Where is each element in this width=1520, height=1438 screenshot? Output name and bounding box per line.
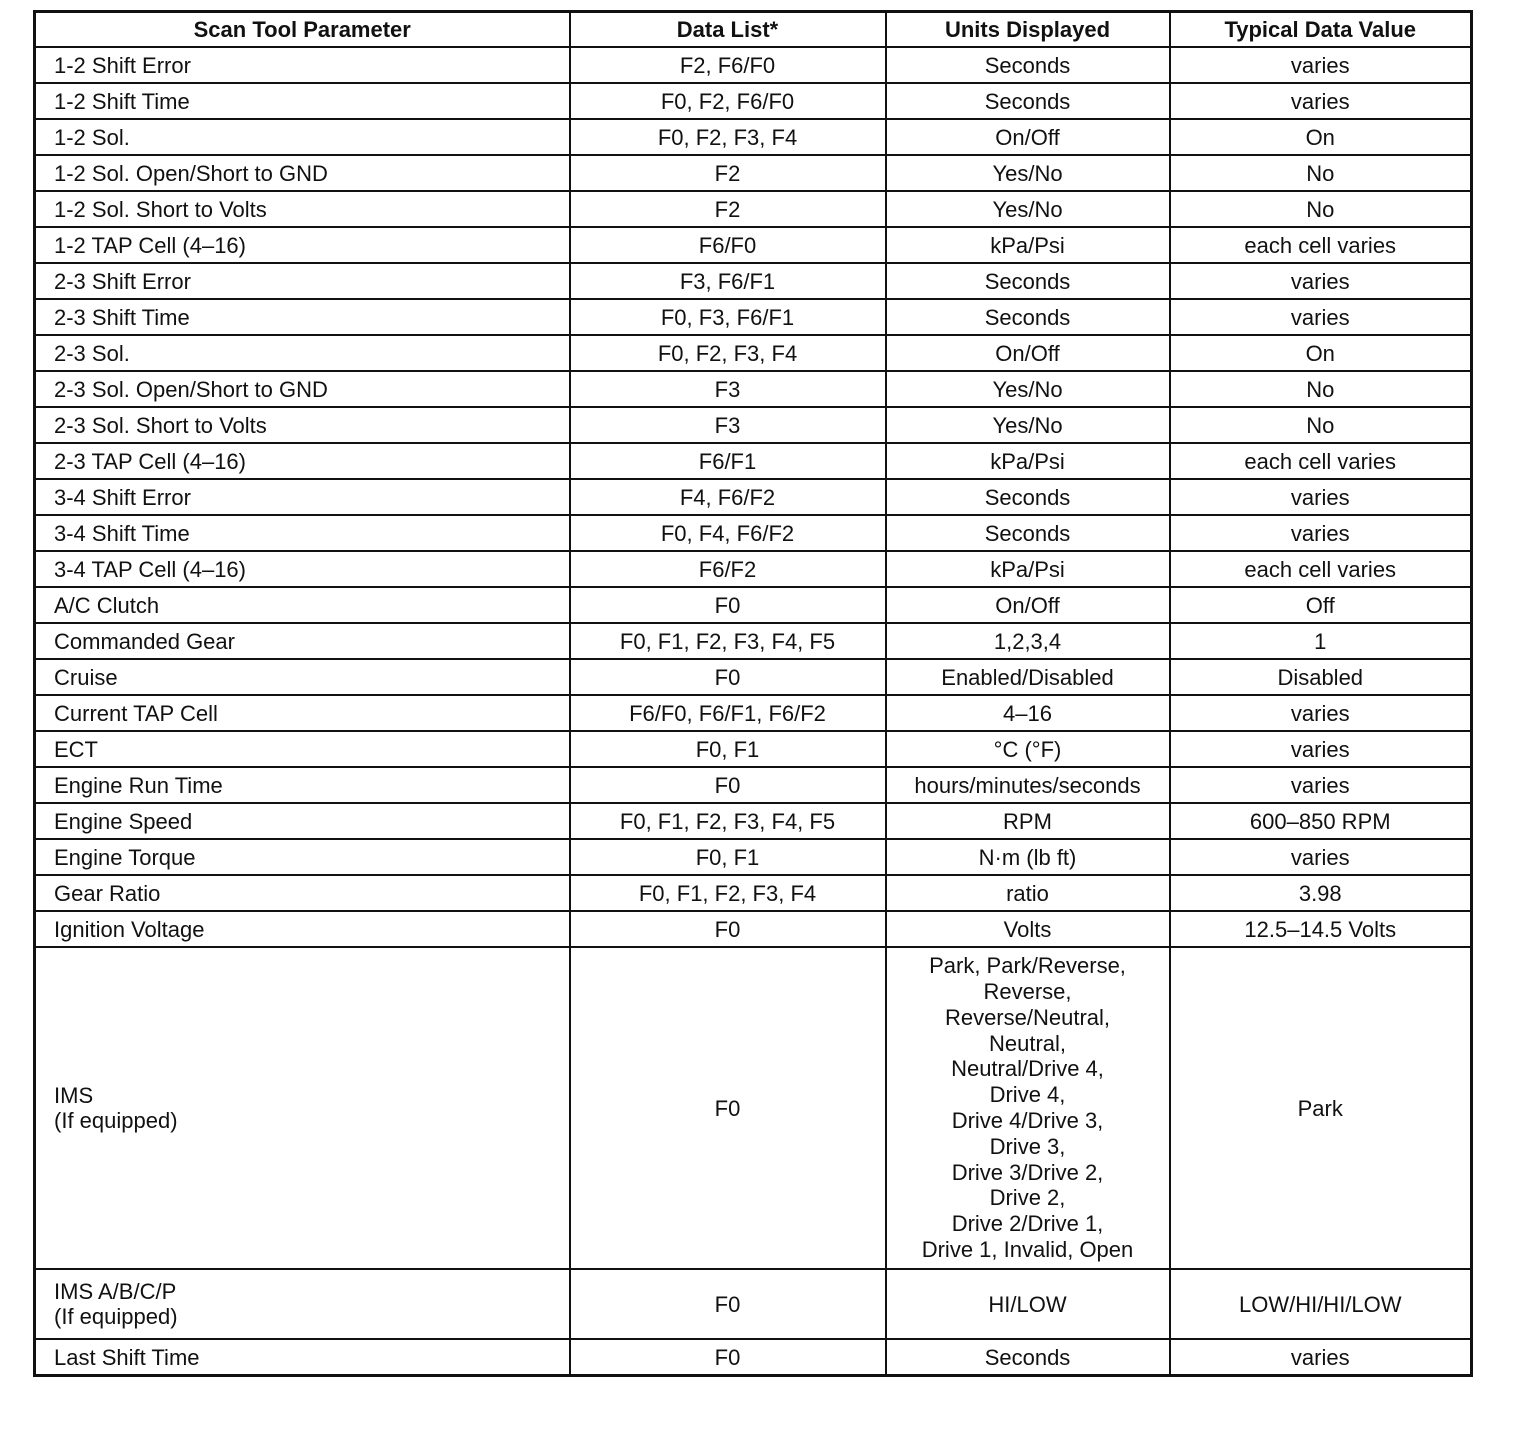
units-cell-line: hours/minutes/seconds <box>914 772 1141 798</box>
typical-value-cell-line: varies <box>1290 736 1350 762</box>
table-body <box>35 47 1472 1376</box>
table-row <box>35 1269 1472 1339</box>
parameter-cell-line: (If equipped) <box>54 1304 178 1329</box>
typical-value-cell-line: varies <box>1290 304 1350 330</box>
parameter-cell <box>35 479 570 515</box>
units-cell <box>886 839 1170 875</box>
table-row <box>35 47 1472 83</box>
units-cell-line: Drive 4, <box>989 1082 1066 1108</box>
table-header-row <box>35 12 1472 48</box>
parameter-cell-line: Commanded Gear <box>54 628 235 654</box>
data-list-cell-line: F0 <box>714 916 741 942</box>
typical-value-cell <box>1170 119 1472 155</box>
units-cell-line: N·m (lb ft) <box>978 844 1077 870</box>
header-scan-tool-parameter: Scan Tool Parameter <box>35 12 570 48</box>
data-list-cell-line: F6/F0 <box>698 232 757 258</box>
units-cell-line: Neutral/Drive 4, <box>951 1056 1104 1082</box>
scan-tool-parameter-table <box>33 10 1473 1377</box>
parameter-cell-line: 2-3 TAP Cell (4–16) <box>54 448 246 474</box>
table-row <box>35 299 1472 335</box>
typical-value-cell <box>1170 515 1472 551</box>
table-row <box>35 731 1472 767</box>
units-cell-line: Enabled/Disabled <box>941 664 1114 690</box>
typical-value-cell <box>1170 407 1472 443</box>
typical-value-cell-line: On <box>1305 340 1335 366</box>
typical-value-cell-line: each cell varies <box>1244 232 1397 258</box>
parameter-cell-line: Gear Ratio <box>54 880 161 906</box>
typical-value-cell <box>1170 731 1472 767</box>
units-cell-line: Yes/No <box>992 376 1063 402</box>
typical-value-cell <box>1170 875 1472 911</box>
data-list-cell-line: F0, F4, F6/F2 <box>660 520 795 546</box>
typical-value-cell <box>1170 335 1472 371</box>
table-row <box>35 407 1472 443</box>
units-cell <box>886 407 1170 443</box>
parameter-cell-line: 2-3 Shift Error <box>54 268 191 294</box>
parameter-cell-line: Last Shift Time <box>54 1344 200 1370</box>
typical-value-cell-line: Park <box>1297 1095 1343 1121</box>
parameter-cell <box>35 947 570 1269</box>
data-list-cell <box>570 407 886 443</box>
units-cell-line: Seconds <box>984 268 1071 294</box>
units-cell-line: Drive 2, <box>989 1185 1066 1211</box>
typical-value-cell <box>1170 443 1472 479</box>
typical-value-cell <box>1170 767 1472 803</box>
header-units-displayed: Units Displayed <box>886 12 1170 48</box>
typical-value-cell-line: No <box>1306 196 1335 222</box>
typical-value-cell <box>1170 1269 1472 1339</box>
parameter-cell <box>35 551 570 587</box>
parameter-cell <box>35 299 570 335</box>
data-list-cell <box>570 119 886 155</box>
table-row <box>35 911 1472 947</box>
data-list-cell <box>570 515 886 551</box>
typical-value-cell-line: No <box>1306 376 1335 402</box>
data-list-cell <box>570 587 886 623</box>
typical-value-cell <box>1170 623 1472 659</box>
units-cell-line: Yes/No <box>992 196 1063 222</box>
units-cell-line: RPM <box>1003 808 1052 834</box>
data-list-cell-line: F0, F2, F3, F4 <box>657 124 798 150</box>
data-list-cell-line: F0 <box>714 772 741 798</box>
parameter-cell <box>35 875 570 911</box>
typical-value-cell <box>1170 479 1472 515</box>
typical-value-cell-line: Off <box>1305 592 1335 618</box>
units-cell <box>886 695 1170 731</box>
units-cell-line: kPa/Psi <box>990 556 1065 582</box>
typical-value-cell <box>1170 155 1472 191</box>
units-cell <box>886 767 1170 803</box>
typical-value-cell-line: No <box>1306 160 1335 186</box>
parameter-cell <box>35 659 570 695</box>
typical-value-cell-line: varies <box>1290 1344 1350 1370</box>
typical-value-cell-line: varies <box>1290 88 1350 114</box>
data-list-cell-line: F2 <box>714 160 741 186</box>
units-cell-line: Drive 1, Invalid, Open <box>921 1236 1134 1262</box>
parameter-cell-line: 3-4 Shift Time <box>54 520 190 546</box>
table-row <box>35 695 1472 731</box>
units-cell-line: Volts <box>1003 916 1052 942</box>
parameter-cell-line: Current TAP Cell <box>54 700 218 726</box>
units-cell <box>886 551 1170 587</box>
data-list-cell <box>570 443 886 479</box>
parameter-cell-line: 1-2 Shift Time <box>54 88 190 114</box>
parameter-cell-line: 1-2 Shift Error <box>54 52 191 78</box>
data-list-cell-line: F0, F1 <box>695 844 760 870</box>
parameter-cell <box>35 731 570 767</box>
data-list-cell <box>570 227 886 263</box>
typical-value-cell <box>1170 1339 1472 1376</box>
parameter-cell <box>35 587 570 623</box>
units-cell <box>886 335 1170 371</box>
typical-value-cell <box>1170 227 1472 263</box>
parameter-cell <box>35 47 570 83</box>
typical-value-cell-line: 3.98 <box>1298 880 1342 906</box>
typical-value-cell-line: No <box>1306 412 1335 438</box>
parameter-cell-line: ECT <box>54 736 98 762</box>
data-list-cell <box>570 83 886 119</box>
data-list-cell-line: F0, F1 <box>695 736 760 762</box>
parameter-cell-line: 2-3 Sol. Open/Short to GND <box>54 376 328 402</box>
typical-value-cell-line: varies <box>1290 772 1350 798</box>
parameter-cell <box>35 155 570 191</box>
typical-value-cell <box>1170 947 1472 1269</box>
parameter-cell <box>35 803 570 839</box>
units-cell <box>886 659 1170 695</box>
data-list-cell <box>570 767 886 803</box>
units-cell <box>886 155 1170 191</box>
typical-value-cell <box>1170 587 1472 623</box>
units-cell-line: Seconds <box>984 484 1071 510</box>
units-cell <box>886 731 1170 767</box>
data-list-cell-line: F6/F2 <box>698 556 757 582</box>
data-list-cell <box>570 803 886 839</box>
data-list-cell <box>570 623 886 659</box>
units-cell-line: Drive 4/Drive 3, <box>951 1108 1104 1133</box>
parameter-cell <box>35 767 570 803</box>
data-list-cell <box>570 731 886 767</box>
typical-value-cell-line: Disabled <box>1277 664 1364 690</box>
typical-value-cell-line: varies <box>1290 484 1350 510</box>
data-list-cell <box>570 1339 886 1376</box>
table-row <box>35 875 1472 911</box>
typical-value-cell <box>1170 83 1472 119</box>
typical-value-cell <box>1170 191 1472 227</box>
units-cell-line: Yes/No <box>992 412 1063 438</box>
data-list-cell-line: F0, F2, F3, F4 <box>657 340 798 366</box>
typical-value-cell <box>1170 371 1472 407</box>
parameter-cell <box>35 191 570 227</box>
units-cell-line: Park, Park/Reverse, <box>929 953 1126 979</box>
units-cell <box>886 1339 1170 1376</box>
data-list-cell-line: F0, F1, F2, F3, F4 <box>638 880 817 906</box>
typical-value-cell <box>1170 911 1472 947</box>
table-row <box>35 803 1472 839</box>
units-cell-line: Seconds <box>984 520 1071 546</box>
data-list-cell <box>570 839 886 875</box>
units-cell-line: Drive 3, <box>989 1133 1066 1159</box>
table-row <box>35 515 1472 551</box>
data-list-cell <box>570 695 886 731</box>
units-cell-line: Seconds <box>984 304 1071 330</box>
parameter-cell-line: (If equipped) <box>54 1108 178 1133</box>
header-data-list: Data List* <box>570 12 886 48</box>
data-list-cell-line: F4, F6/F2 <box>679 484 776 510</box>
units-cell-line: Reverse/Neutral, <box>944 1004 1111 1030</box>
table-row <box>35 839 1472 875</box>
units-cell-line: Yes/No <box>992 160 1063 186</box>
typical-value-cell-line: varies <box>1290 700 1350 726</box>
typical-value-cell-line: On <box>1305 124 1335 150</box>
parameter-cell-line: 3-4 Shift Error <box>54 484 191 510</box>
typical-value-cell-line: 600–850 RPM <box>1249 808 1391 834</box>
units-cell <box>886 119 1170 155</box>
parameter-cell-line: 3-4 TAP Cell (4–16) <box>54 556 246 582</box>
table-row <box>35 767 1472 803</box>
parameter-cell <box>35 1339 570 1376</box>
typical-value-cell-line: LOW/HI/HI/LOW <box>1238 1291 1402 1317</box>
parameter-cell-line: 2-3 Shift Time <box>54 304 190 330</box>
data-list-cell <box>570 191 886 227</box>
parameter-cell <box>35 623 570 659</box>
units-cell <box>886 875 1170 911</box>
typical-value-cell <box>1170 47 1472 83</box>
units-cell <box>886 515 1170 551</box>
units-cell-line: 1,2,3,4 <box>993 628 1062 654</box>
parameter-cell-line: 1-2 Sol. <box>54 124 130 150</box>
parameter-cell <box>35 515 570 551</box>
parameter-cell <box>35 83 570 119</box>
units-cell <box>886 443 1170 479</box>
units-cell-line: ratio <box>1006 880 1049 906</box>
parameter-cell-line: Engine Torque <box>54 844 196 870</box>
data-list-cell-line: F0, F3, F6/F1 <box>660 304 795 330</box>
data-list-cell <box>570 911 886 947</box>
data-list-cell-line: F0 <box>714 1344 741 1370</box>
data-list-cell-line: F6/F0, F6/F1, F6/F2 <box>629 700 826 726</box>
table-row <box>35 1339 1472 1376</box>
data-list-cell <box>570 551 886 587</box>
table-row <box>35 371 1472 407</box>
table-row <box>35 335 1472 371</box>
typical-value-cell <box>1170 695 1472 731</box>
typical-value-cell-line: 1 <box>1314 628 1327 654</box>
data-list-cell-line: F3, F6/F1 <box>679 268 776 294</box>
parameter-cell <box>35 839 570 875</box>
units-cell <box>886 191 1170 227</box>
units-cell-line: 4–16 <box>1003 700 1052 726</box>
table-row <box>35 119 1472 155</box>
units-cell-line: Seconds <box>984 1344 1071 1370</box>
units-cell <box>886 1269 1170 1339</box>
parameter-cell-line: IMS A/B/C/P <box>54 1279 177 1304</box>
data-list-cell-line: F2, F6/F0 <box>679 52 776 78</box>
typical-value-cell-line: 12.5–14.5 Volts <box>1244 916 1397 942</box>
data-list-cell <box>570 659 886 695</box>
units-cell <box>886 911 1170 947</box>
units-cell-line: kPa/Psi <box>990 232 1065 258</box>
units-cell <box>886 47 1170 83</box>
typical-value-cell-line: each cell varies <box>1244 448 1397 474</box>
data-list-cell <box>570 155 886 191</box>
units-cell <box>886 587 1170 623</box>
data-list-cell-line: F3 <box>714 376 741 402</box>
parameter-cell-line: Cruise <box>54 664 118 690</box>
data-list-cell <box>570 371 886 407</box>
table-row <box>35 83 1472 119</box>
parameter-cell-line: 1-2 Sol. Open/Short to GND <box>54 160 328 186</box>
data-list-cell-line: F6/F1 <box>698 448 757 474</box>
parameter-cell <box>35 227 570 263</box>
units-cell <box>886 371 1170 407</box>
data-list-cell-line: F3 <box>714 412 741 438</box>
typical-value-cell <box>1170 551 1472 587</box>
table-row <box>35 947 1472 1269</box>
table-row <box>35 659 1472 695</box>
parameter-cell-line: Ignition Voltage <box>54 916 205 942</box>
parameter-cell-line: A/C Clutch <box>54 592 160 618</box>
units-cell <box>886 299 1170 335</box>
typical-value-cell-line: varies <box>1290 52 1350 78</box>
data-list-cell <box>570 263 886 299</box>
header-typical-data-value: Typical Data Value <box>1170 12 1472 48</box>
units-cell-line: °C (°F) <box>993 736 1062 762</box>
typical-value-cell <box>1170 263 1472 299</box>
data-list-cell-line: F0, F2, F6/F0 <box>660 88 795 114</box>
parameter-cell-line: 2-3 Sol. Short to Volts <box>54 412 267 438</box>
parameter-cell <box>35 443 570 479</box>
parameter-cell <box>35 407 570 443</box>
units-cell-line: Seconds <box>984 52 1071 78</box>
table-row <box>35 191 1472 227</box>
data-list-cell <box>570 479 886 515</box>
parameter-cell <box>35 695 570 731</box>
table-row <box>35 263 1472 299</box>
table-row <box>35 155 1472 191</box>
units-cell-line: Seconds <box>984 88 1071 114</box>
data-list-cell <box>570 947 886 1269</box>
units-cell <box>886 83 1170 119</box>
table-row <box>35 227 1472 263</box>
units-cell-line: Reverse, <box>983 979 1072 1005</box>
typical-value-cell <box>1170 659 1472 695</box>
parameter-cell-line: 1-2 TAP Cell (4–16) <box>54 232 246 258</box>
table-row <box>35 587 1472 623</box>
parameter-cell-line: 1-2 Sol. Short to Volts <box>54 196 267 222</box>
data-list-cell <box>570 1269 886 1339</box>
data-list-cell-line: F0 <box>714 664 741 690</box>
typical-value-cell <box>1170 839 1472 875</box>
units-cell-line: On/Off <box>995 124 1060 150</box>
units-cell-line: On/Off <box>995 592 1060 618</box>
units-cell-line: kPa/Psi <box>990 448 1065 474</box>
parameter-cell <box>35 263 570 299</box>
table-row <box>35 551 1472 587</box>
data-list-cell <box>570 875 886 911</box>
data-list-cell-line: F0 <box>714 1095 741 1121</box>
data-list-cell-line: F0, F1, F2, F3, F4, F5 <box>619 628 836 654</box>
data-list-cell <box>570 47 886 83</box>
parameter-cell <box>35 911 570 947</box>
units-cell <box>886 623 1170 659</box>
units-cell <box>886 479 1170 515</box>
data-list-cell <box>570 335 886 371</box>
typical-value-cell-line: each cell varies <box>1244 556 1397 582</box>
units-cell <box>886 227 1170 263</box>
table-row <box>35 623 1472 659</box>
parameter-cell-line: Engine Run Time <box>54 772 223 798</box>
data-list-cell-line: F0 <box>714 1291 741 1317</box>
parameter-cell <box>35 1269 570 1339</box>
typical-value-cell <box>1170 299 1472 335</box>
parameter-cell-line: 2-3 Sol. <box>54 340 130 366</box>
data-list-cell <box>570 299 886 335</box>
units-cell <box>886 947 1170 1269</box>
table-row <box>35 479 1472 515</box>
parameter-cell <box>35 371 570 407</box>
data-list-cell-line: F0, F1, F2, F3, F4, F5 <box>619 808 836 834</box>
units-cell-line: Neutral, <box>988 1030 1067 1056</box>
parameter-cell-line: IMS <box>54 1083 94 1108</box>
units-cell-line: Drive 3/Drive 2, <box>951 1159 1104 1185</box>
parameter-cell-line: Engine Speed <box>54 808 193 834</box>
typical-value-cell <box>1170 803 1472 839</box>
typical-value-cell-line: varies <box>1290 520 1350 546</box>
typical-value-cell-line: varies <box>1290 268 1350 294</box>
typical-value-cell-line: varies <box>1290 844 1350 870</box>
units-cell <box>886 263 1170 299</box>
table-row <box>35 443 1472 479</box>
units-cell-line: HI/LOW <box>988 1291 1067 1317</box>
data-list-cell-line: F2 <box>714 196 741 222</box>
parameter-cell <box>35 335 570 371</box>
units-cell-line: Drive 2/Drive 1, <box>951 1211 1104 1237</box>
units-cell-line: On/Off <box>995 340 1060 366</box>
parameter-cell <box>35 119 570 155</box>
data-list-cell-line: F0 <box>714 592 741 618</box>
units-cell <box>886 803 1170 839</box>
